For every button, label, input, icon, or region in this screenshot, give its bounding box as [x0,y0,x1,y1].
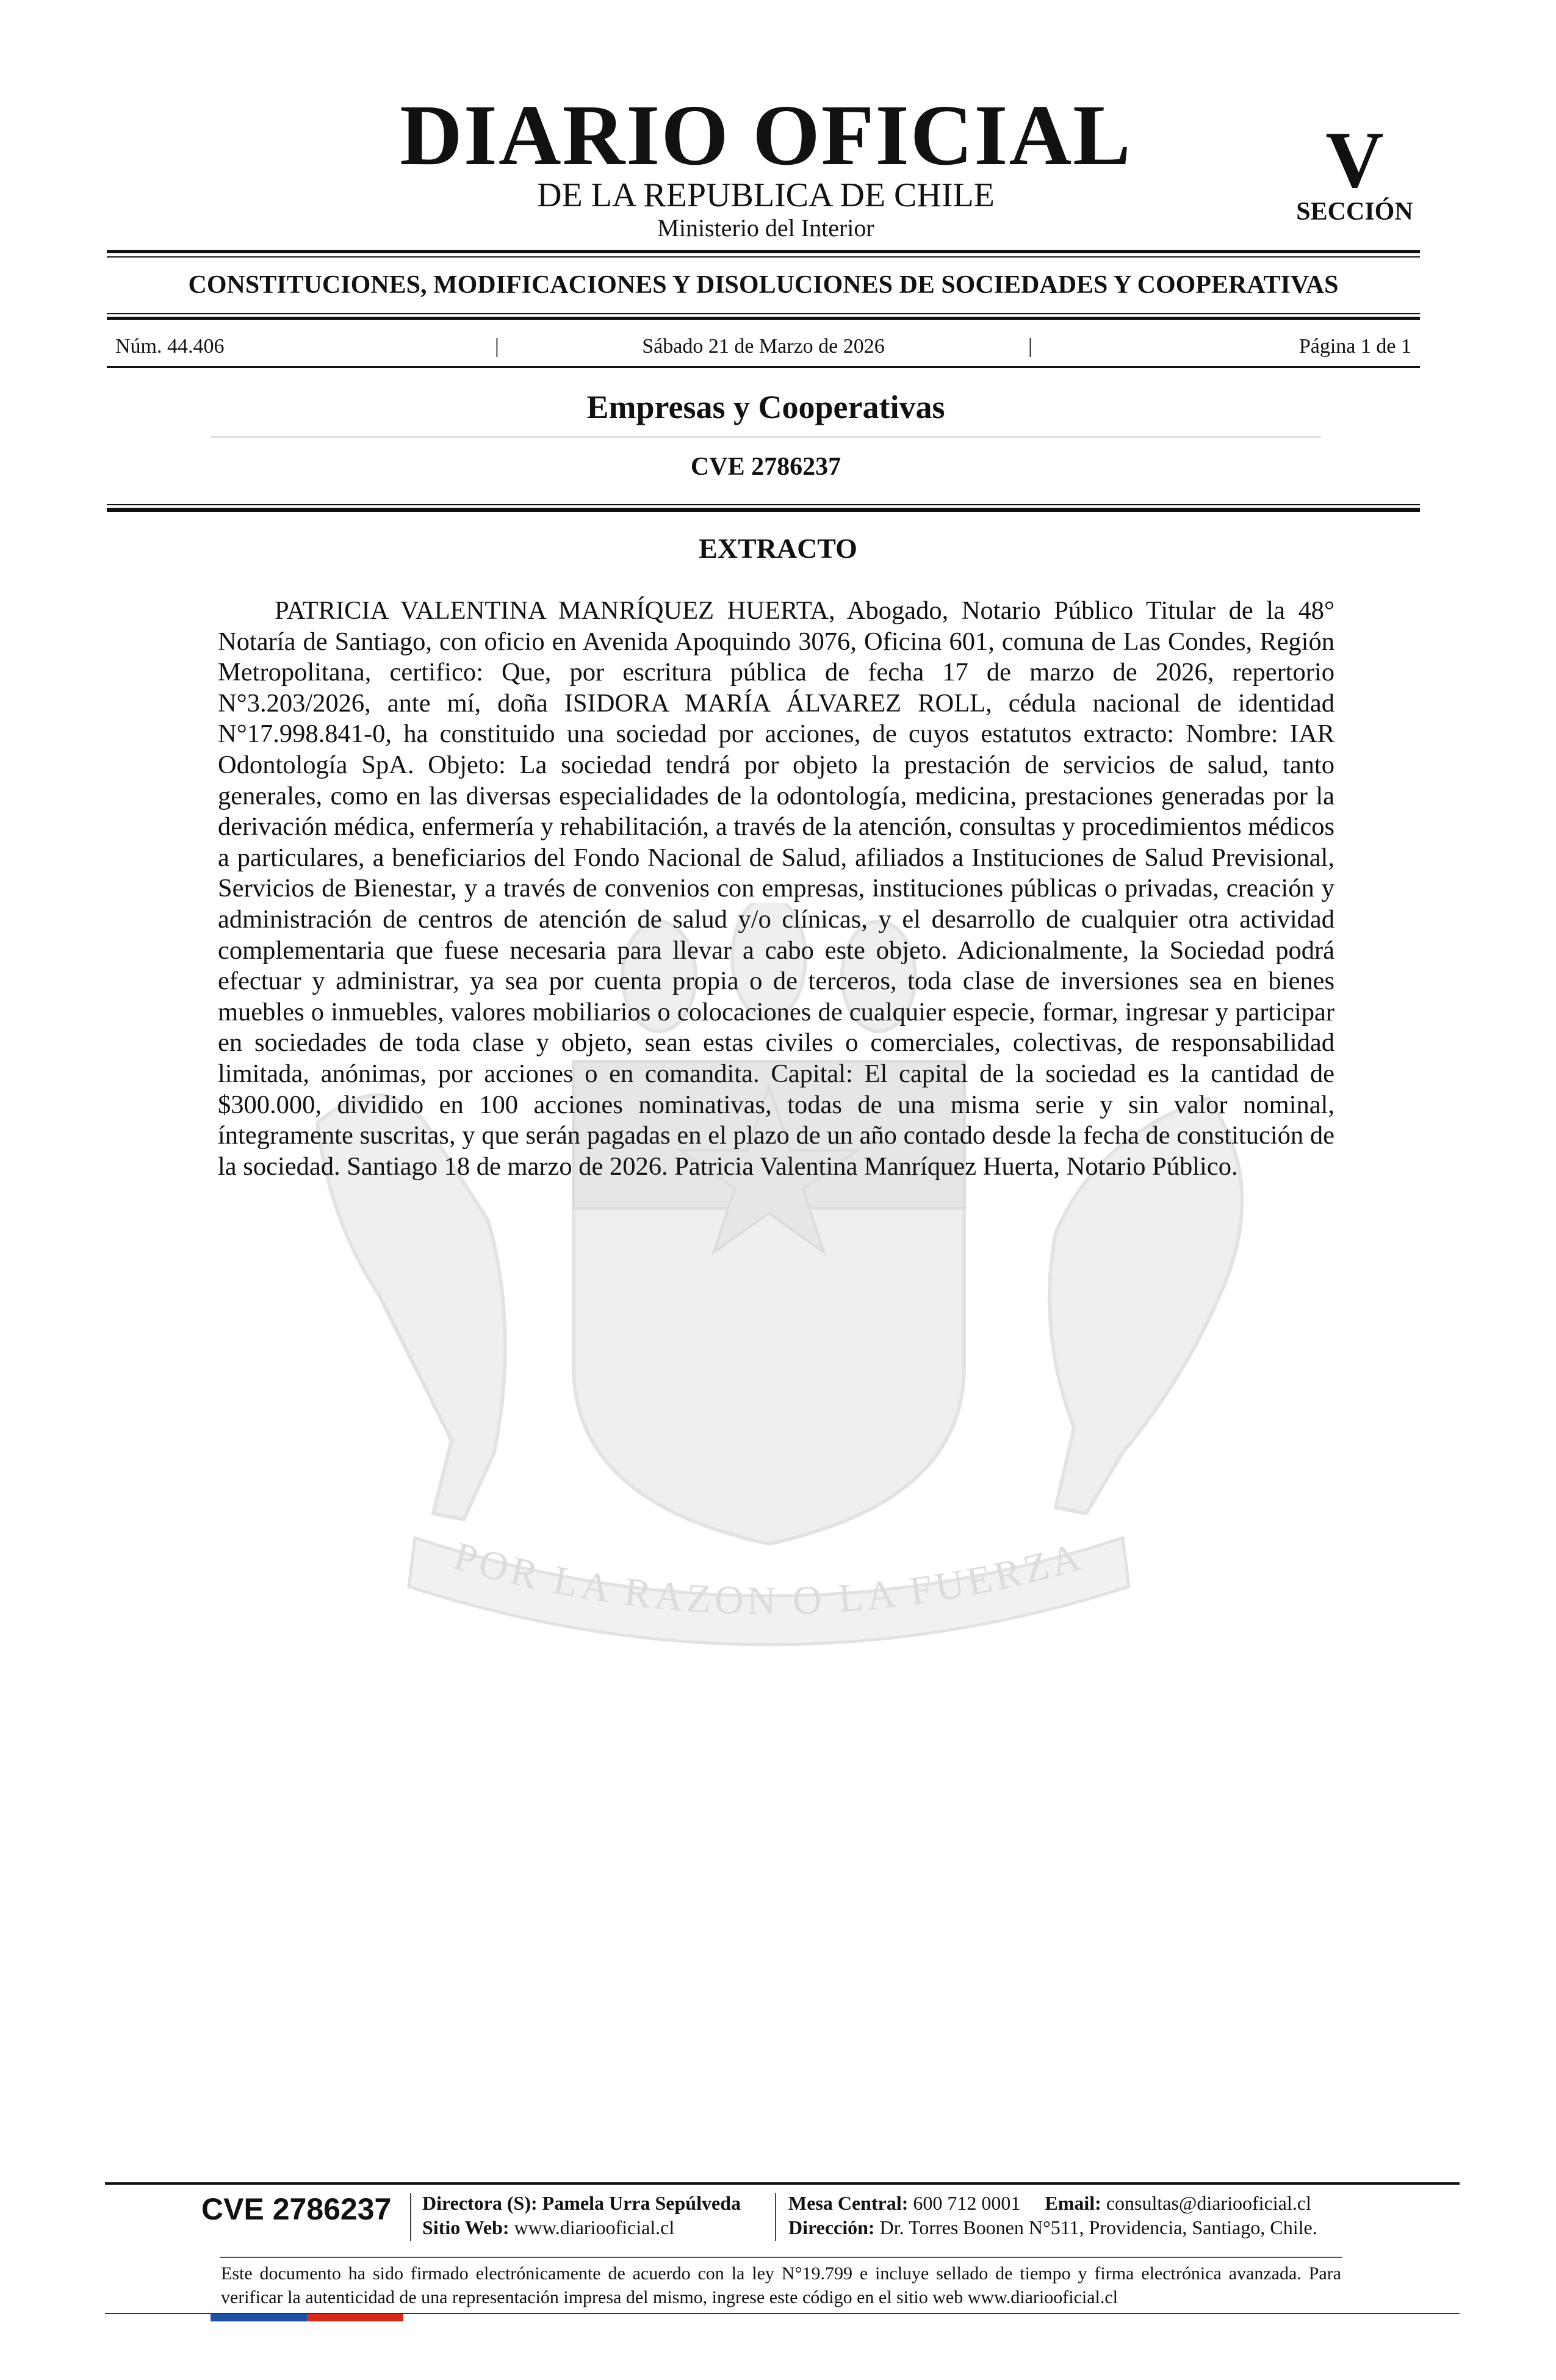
footer-divider-rule [220,2257,1342,2258]
issue-info-row [107,334,1420,359]
footer-website [422,2215,674,2240]
issue-number: Núm. 44.406 [115,335,225,358]
category-divider [211,436,1321,438]
footer-divider [775,2193,776,2241]
cve-rule-thick [107,508,1420,512]
director-label: Directora (S): [422,2192,538,2214]
heading-rule-thin [107,313,1420,314]
phone-label: Mesa Central: [788,2192,909,2214]
section-numeral: V [1325,115,1384,204]
flag-stripe-blue [211,2314,307,2321]
extract-body-text: PATRICIA VALENTINA MANRÍQUEZ HUERTA, Abogado, Notario Público Titular de la 48° Notaría de Santiago, con oficio en Avenida Apoquindo 3076, Oficina 601, comuna de Las Condes, Región Metropolitana, certifico: Que, por escritura pública de fecha 17 de marzo de 2026, repertorio N°3.203/2026, ante mí, doña ISIDORA MARÍA ÁLVAREZ ROLL, cédula nacional de identidad N°17.998.841-0, ha constituido una sociedad por acciones, de cuyos estatutos extracto: Nombre: IAR Odontología SpA. Objeto: La sociedad tendrá por objeto la prestación de servicios de salud, tanto generales, como en las diversas especialidades de la odontología, medicina, prestaciones generadas por la derivación médica, enfermería y rehabilitación, a través de la atención, consultas y procedimientos médicos a particulares, a beneficiarios del Fondo Nacional de Salud, afiliados a Instituciones de Salud Previsional, Servicios de Bienestar, y a través de convenios con empresas, instituciones públicas o privadas, creación y administración de centros de atención de salud y/o clínicas, y el desarrollo de cualquier otra actividad complementaria que fuese necesaria para llevar a cabo este objeto. Adicionalmente, la Sociedad podrá efectuar y administrar, ya sea por cuenta propia o de terceros, toda clase de inversiones sea en bienes muebles o inmuebles, valores mobiliarios o colocaciones de cualquier especie, formar, ingresar y participar en sociedades de toda clase y objeto, sean estas civiles o comerciales, colectivas, de responsabilidad limitada, anónimas, por acciones o en comandita. Capital: El capital de la sociedad es la cantidad de $300.000, dividido en 100 acciones nominativas, todas de una misma serie y sin valor nominal, íntegramente suscritas, y que serán pagadas en el plazo de un año contado desde la fecha de constitución de la sociedad. Santiago 18 de marzo de 2026. Patricia Valentina Manríquez Huerta, Notario Público. [218,596,1334,1181]
footer-director [422,2191,741,2215]
category-title: Empresas y Cooperativas [586,389,945,425]
section-label: SECCIÓN [1296,198,1413,226]
footer-rule [105,2182,1460,2185]
cve-code: CVE 2786237 [690,453,841,481]
director-name: Pamela Urra Sepúlveda [542,2192,741,2214]
footer-phone-email [788,2191,1311,2215]
issue-separator: | [1028,335,1032,358]
masthead-rule-thick [107,250,1420,253]
email-link[interactable]: consultas@diariooficial.cl [1106,2192,1311,2214]
footer-divider [410,2193,411,2241]
extract-heading: EXTRACTO [699,533,857,564]
page-count: Página 1 de 1 [1298,335,1411,358]
newspaper-title: DIARIO OFICIAL [400,87,1132,183]
watermark-motto: POR LA RAZON O LA FUERZA [448,1534,1089,1624]
email-label: Email: [1045,2192,1101,2214]
footer-cve-code: CVE 2786237 [201,2192,392,2226]
footer-address [788,2215,1317,2240]
legal-note: Este documento ha sido firmado electrónicamente de acuerdo con la ley N°19.799 e incluye sellado de tiempo y firma electrónica avanzada. Para verificar la autenticidad de una representación impresa del mismo, ingrese este código en el sitio web www.diariooficial.cl [221,2263,1341,2307]
website-link[interactable]: www.diariooficial.cl [514,2216,675,2238]
masthead-rule-thin [107,256,1420,258]
newspaper-subtitle: DE LA REPUBLICA DE CHILE [537,176,995,214]
flag-stripe-red [307,2314,403,2321]
phone-number: 600 712 0001 [913,2192,1021,2214]
section-heading: CONSTITUCIONES, MODIFICACIONES Y DISOLUCIONES DE SOCIEDADES Y COOPERATIVAS [188,271,1339,299]
issue-date: Sábado 21 de Marzo de 2026 [642,335,885,358]
address-text: Dr. Torres Boonen N°511, Providencia, Santiago, Chile. [879,2216,1317,2238]
issue-separator: | [495,335,499,358]
issue-rule [107,366,1420,368]
heading-rule-thick [107,317,1420,320]
address-label: Dirección: [788,2216,875,2238]
website-label: Sitio Web: [422,2216,510,2238]
ministry-label: Ministerio del Interior [657,214,874,242]
cve-rule-thin [107,504,1420,505]
